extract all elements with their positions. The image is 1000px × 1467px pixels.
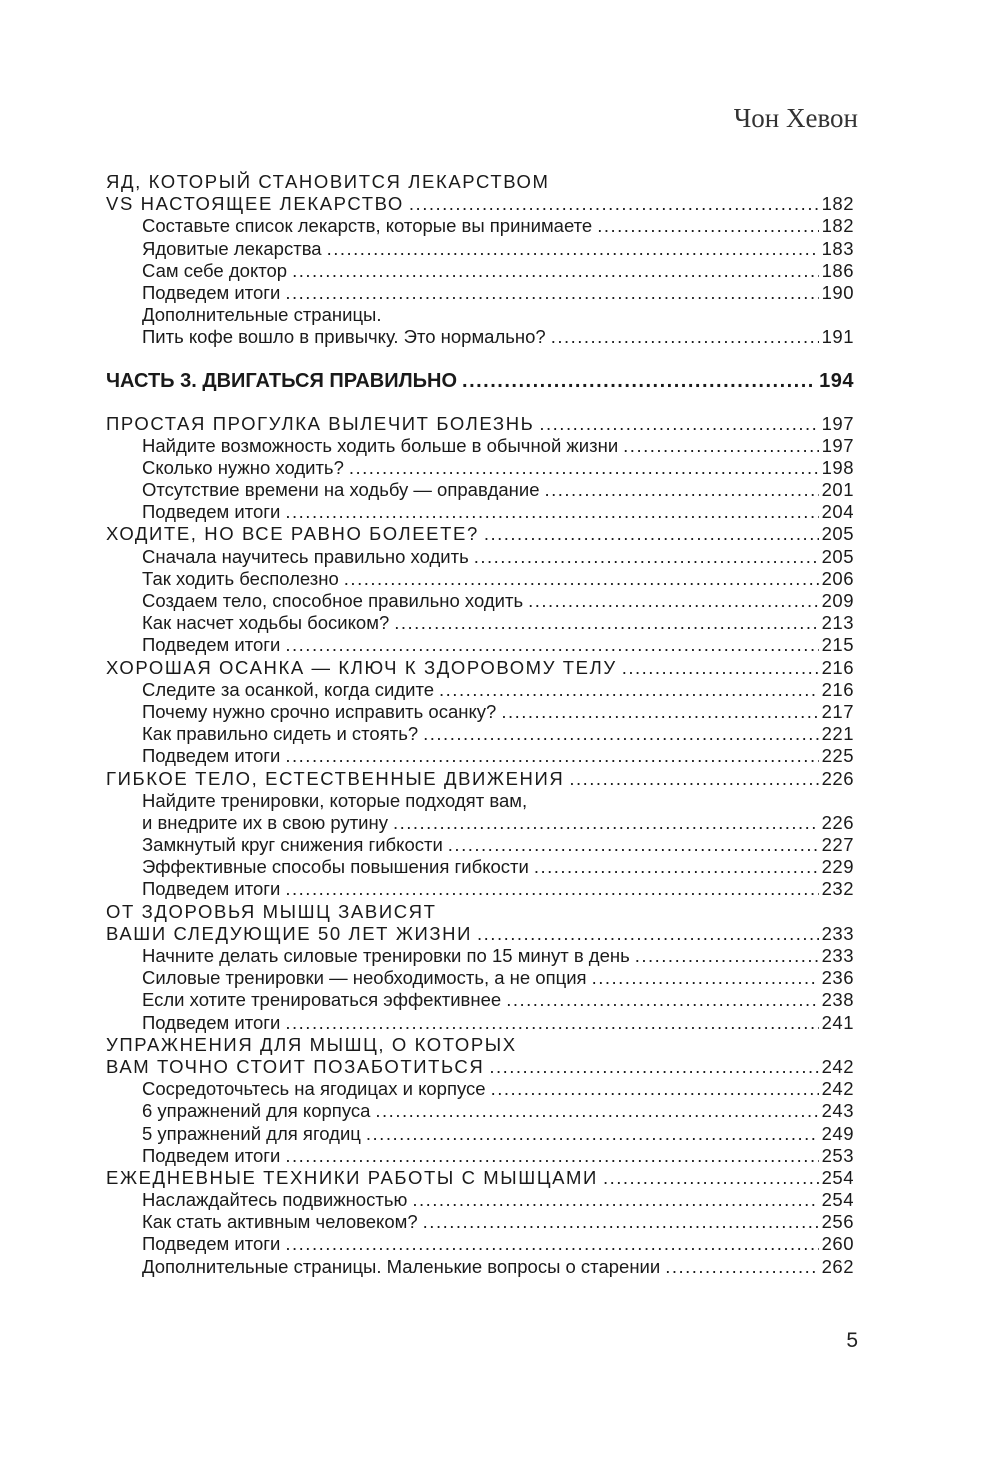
dot-leader <box>491 1078 819 1100</box>
toc-section-entry <box>106 215 854 237</box>
toc-entry-page: 249 <box>821 1122 854 1144</box>
toc-section-entry <box>106 834 854 856</box>
toc-entry-page: 242 <box>821 1055 854 1077</box>
toc-entry-title: Наслаждайтесь подвижностью <box>142 1189 408 1211</box>
toc-section-entry <box>106 260 854 282</box>
dot-leader <box>292 260 819 282</box>
dot-leader <box>285 282 818 304</box>
toc-entry-title: 6 упражнений для корпуса <box>142 1100 371 1122</box>
toc-section-entry <box>106 282 854 304</box>
toc-entry-title: Подведем итоги <box>142 501 281 523</box>
toc-entry-title: Как правильно сидеть и стоять? <box>142 723 419 745</box>
toc-entry-page: 215 <box>821 634 854 656</box>
table-of-contents <box>106 171 854 1278</box>
toc-entry-title: ХОРОШАЯ ОСАНКА — КЛЮЧ К ЗДОРОВОМУ ТЕЛУ <box>106 656 617 678</box>
toc-section-entry <box>106 1012 854 1034</box>
toc-section-entry <box>106 812 854 834</box>
toc-entry-page: 216 <box>821 656 854 678</box>
toc-entry-title: Подведем итоги <box>142 1233 281 1255</box>
toc-entry-title: Дополнительные страницы. <box>142 304 382 326</box>
toc-part-entry <box>106 363 854 399</box>
toc-entry-title: Отсутствие времени на ходьбу — оправдание <box>142 479 540 501</box>
dot-leader <box>635 945 819 967</box>
toc-entry-title: Создаем тело, способное правильно ходить <box>142 590 524 611</box>
toc-entry-title: ЧАСТЬ 3. ДВИГАТЬСЯ ПРАВИЛЬНО <box>106 369 458 392</box>
dot-leader <box>622 657 819 679</box>
toc-entry-page: 243 <box>821 1100 854 1122</box>
toc-section-entry <box>106 1123 854 1145</box>
toc-entry-title: ОТ ЗДОРОВЬЯ МЫШЦ ЗАВИСЯТ <box>106 900 437 922</box>
toc-entry-page: 183 <box>821 237 854 259</box>
dot-leader <box>409 193 819 215</box>
dot-leader <box>412 1189 818 1211</box>
toc-entry-title: ЯД, КОТОРЫЙ СТАНОВИТСЯ ЛЕКАРСТВОМ <box>106 171 550 192</box>
toc-chapter-entry <box>106 768 854 790</box>
toc-entry-title: ЕЖЕДНЕВНЫЕ ТЕХНИКИ РАБОТЫ С МЫШЦАМИ <box>106 1166 598 1188</box>
toc-section-entry <box>106 790 854 812</box>
toc-chapter-entry <box>106 193 854 215</box>
dot-leader <box>545 479 819 501</box>
dot-leader <box>327 238 819 260</box>
toc-entry-page: 204 <box>821 501 854 523</box>
toc-section-entry <box>106 479 854 501</box>
dot-leader <box>349 457 819 479</box>
dot-leader <box>489 1056 818 1078</box>
dot-leader <box>366 1123 819 1145</box>
dot-leader <box>534 856 819 878</box>
toc-entry-title: УПРАЖНЕНИЯ ДЛЯ МЫШЦ, О КОТОРЫХ <box>106 1033 517 1055</box>
toc-chapter-entry <box>106 1167 854 1189</box>
dot-leader <box>551 326 819 348</box>
dot-leader <box>597 215 818 237</box>
dot-leader <box>285 634 818 656</box>
toc-entry-title: Так ходить бесполезно <box>142 567 339 589</box>
toc-section-entry <box>106 878 854 900</box>
dot-leader <box>477 923 819 945</box>
toc-entry-page: 260 <box>821 1233 854 1255</box>
toc-entry-page: 206 <box>821 567 854 589</box>
toc-chapter-entry <box>106 523 854 545</box>
dot-leader <box>623 435 818 457</box>
toc-section-entry <box>106 723 854 745</box>
toc-entry-page: 227 <box>821 834 854 856</box>
toc-entry-page: 194 <box>819 369 854 392</box>
toc-entry-title: Сам себе доктор <box>142 259 288 281</box>
toc-section-entry <box>106 546 854 568</box>
dot-leader <box>285 1233 818 1255</box>
toc-entry-page: 198 <box>821 456 854 478</box>
dot-leader <box>375 1100 818 1122</box>
toc-entry-page: 186 <box>821 259 854 281</box>
toc-section-entry <box>106 989 854 1011</box>
dot-leader <box>393 812 819 834</box>
toc-section-entry <box>106 1078 854 1100</box>
toc-entry-title: Дополнительные страницы. Маленькие вопросы о старении <box>142 1255 661 1277</box>
dot-leader <box>484 523 819 545</box>
toc-section-entry <box>106 701 854 723</box>
toc-entry-title: Найдите возможность ходить больше в обычной жизни <box>142 434 619 456</box>
toc-chapter-entry <box>106 413 854 435</box>
toc-entry-page: 213 <box>821 612 854 634</box>
page-number: 5 <box>846 1329 858 1352</box>
dot-leader <box>423 1211 819 1233</box>
toc-entry-page: 190 <box>821 281 854 303</box>
dot-leader <box>285 745 818 767</box>
toc-chapter-entry <box>106 1056 854 1078</box>
toc-entry-page: 256 <box>821 1211 854 1233</box>
toc-entry-page: 205 <box>821 545 854 567</box>
toc-entry-title: ПРОСТАЯ ПРОГУЛКА ВЫЛЕЧИТ БОЛЕЗНЬ <box>106 412 535 434</box>
toc-entry-title: 5 упражнений для ягодиц <box>142 1122 361 1144</box>
toc-entry-page: 225 <box>821 745 854 767</box>
toc-section-entry <box>106 1100 854 1122</box>
toc-entry-page: 182 <box>821 215 854 237</box>
dot-leader <box>448 834 819 856</box>
toc-entry-page: 233 <box>821 945 854 966</box>
toc-entry-title: Подведем итоги <box>142 878 281 900</box>
toc-section-entry <box>106 1145 854 1167</box>
toc-entry-title: Подведем итоги <box>142 1011 281 1033</box>
dot-leader <box>462 363 816 399</box>
toc-section-entry <box>106 945 854 967</box>
toc-entry-page: 205 <box>821 523 854 545</box>
toc-entry-page: 254 <box>821 1189 854 1211</box>
dot-leader <box>423 723 818 745</box>
dot-leader <box>285 1012 818 1034</box>
toc-entry-title: Как насчет ходьбы босиком? <box>142 612 390 634</box>
toc-section-entry <box>106 590 854 612</box>
toc-entry-title: Силовые тренировки — необходимость, а не опция <box>142 967 587 989</box>
toc-entry-title: Подведем итоги <box>142 1144 281 1166</box>
toc-entry-title: Сосредоточьтесь на ягодицах и корпусе <box>142 1078 486 1100</box>
dot-leader <box>439 679 819 701</box>
toc-entry-title: Если хотите тренироваться эффективнее <box>142 989 502 1011</box>
toc-entry-title: Подведем итоги <box>142 634 281 656</box>
toc-entry-title: ВАШИ СЛЕДУЮЩИЕ 50 ЛЕТ ЖИЗНИ <box>106 922 473 944</box>
toc-section-entry <box>106 326 854 348</box>
dot-leader <box>506 989 818 1011</box>
toc-section-entry <box>106 679 854 701</box>
toc-entry-page: 232 <box>821 878 854 900</box>
toc-entry-page: 217 <box>821 700 854 722</box>
toc-entry-page: 229 <box>821 856 854 878</box>
toc-section-entry <box>106 304 854 326</box>
toc-entry-title: VS НАСТОЯЩЕЕ ЛЕКАРСТВО <box>106 193 404 215</box>
toc-entry-title: Сколько нужно ходить? <box>142 456 344 478</box>
toc-entry-title: Пить кофе вошло в привычку. Это нормально? <box>142 326 546 348</box>
toc-entry-page: 197 <box>821 434 854 456</box>
toc-section-entry <box>106 435 854 457</box>
toc-entry-title: Эффективные способы повышения гибкости <box>142 856 529 878</box>
toc-entry-title: Замкнутый круг снижения гибкости <box>142 834 443 856</box>
toc-entry-page: 241 <box>821 1011 854 1033</box>
toc-entry-page: 221 <box>821 723 854 745</box>
toc-entry-page: 191 <box>821 326 854 348</box>
toc-entry-title: Подведем итоги <box>142 745 281 767</box>
toc-entry-title: Найдите тренировки, которые подходят вам, <box>142 789 528 811</box>
toc-entry-title: Почему нужно срочно исправить осанку? <box>142 700 497 722</box>
dot-leader <box>665 1256 818 1278</box>
toc-entry-page: 216 <box>821 678 854 700</box>
toc-entry-title: Подведем итоги <box>142 281 281 303</box>
dot-leader <box>569 768 818 790</box>
toc-entry-page: 238 <box>821 989 854 1011</box>
dot-leader <box>528 590 819 612</box>
dot-leader <box>285 501 818 523</box>
toc-chapter-entry <box>106 923 854 945</box>
toc-chapter-entry <box>106 657 854 679</box>
toc-section-entry <box>106 568 854 590</box>
dot-leader <box>501 701 818 723</box>
dot-leader <box>539 413 818 435</box>
toc-entry-page: 197 <box>821 412 854 434</box>
toc-section-entry <box>106 238 854 260</box>
toc-entry-title: ХОДИТЕ, НО ВСЕ РАВНО БОЛЕЕТЕ? <box>106 523 479 545</box>
toc-entry-page: 233 <box>821 922 854 944</box>
toc-entry-title: Сначала научитесь правильно ходить <box>142 545 469 567</box>
dot-leader <box>474 546 819 568</box>
toc-entry-page: 226 <box>821 811 854 833</box>
toc-entry-page: 236 <box>821 967 854 989</box>
toc-chapter-entry <box>106 1034 854 1056</box>
running-header-author: Чон Хевон <box>733 103 858 133</box>
dot-leader <box>603 1167 819 1189</box>
toc-entry-page: 182 <box>821 193 854 215</box>
toc-section-entry <box>106 634 854 656</box>
dot-leader <box>285 1145 818 1167</box>
toc-section-entry <box>106 457 854 479</box>
toc-entry-page: 209 <box>821 590 854 611</box>
toc-entry-page: 226 <box>821 767 854 789</box>
toc-chapter-entry <box>106 171 854 193</box>
toc-entry-page: 242 <box>821 1078 854 1100</box>
toc-entry-title: Составьте список лекарств, которые вы принимаете <box>142 215 593 237</box>
toc-entry-title: Как стать активным человеком? <box>142 1211 418 1233</box>
toc-entry-title: ВАМ ТОЧНО СТОИТ ПОЗАБОТИТЬСЯ <box>106 1055 485 1077</box>
toc-section-entry <box>106 1233 854 1255</box>
toc-section-entry <box>106 612 854 634</box>
toc-section-entry <box>106 967 854 989</box>
toc-chapter-entry <box>106 901 854 923</box>
dot-leader <box>394 612 818 634</box>
toc-entry-page: 253 <box>821 1144 854 1166</box>
toc-section-entry <box>106 1211 854 1233</box>
toc-entry-title: и внедрите их в свою рутину <box>142 811 388 833</box>
toc-section-entry <box>106 1256 854 1278</box>
dot-leader <box>592 967 819 989</box>
toc-entry-title: Следите за осанкой, когда сидите <box>142 678 435 700</box>
toc-section-entry <box>106 1189 854 1211</box>
dot-leader <box>344 568 819 590</box>
toc-entry-title: ГИБКОЕ ТЕЛО, ЕСТЕСТВЕННЫЕ ДВИЖЕНИЯ <box>106 767 565 789</box>
toc-section-entry <box>106 501 854 523</box>
dot-leader <box>285 878 818 900</box>
toc-section-entry <box>106 856 854 878</box>
toc-entry-page: 201 <box>821 479 854 501</box>
toc-entry-page: 262 <box>821 1255 854 1277</box>
toc-section-entry <box>106 745 854 767</box>
toc-entry-page: 254 <box>821 1166 854 1188</box>
toc-entry-title: Начните делать силовые тренировки по 15 минут в день <box>142 945 630 966</box>
toc-entry-title: Ядовитые лекарства <box>142 237 322 259</box>
